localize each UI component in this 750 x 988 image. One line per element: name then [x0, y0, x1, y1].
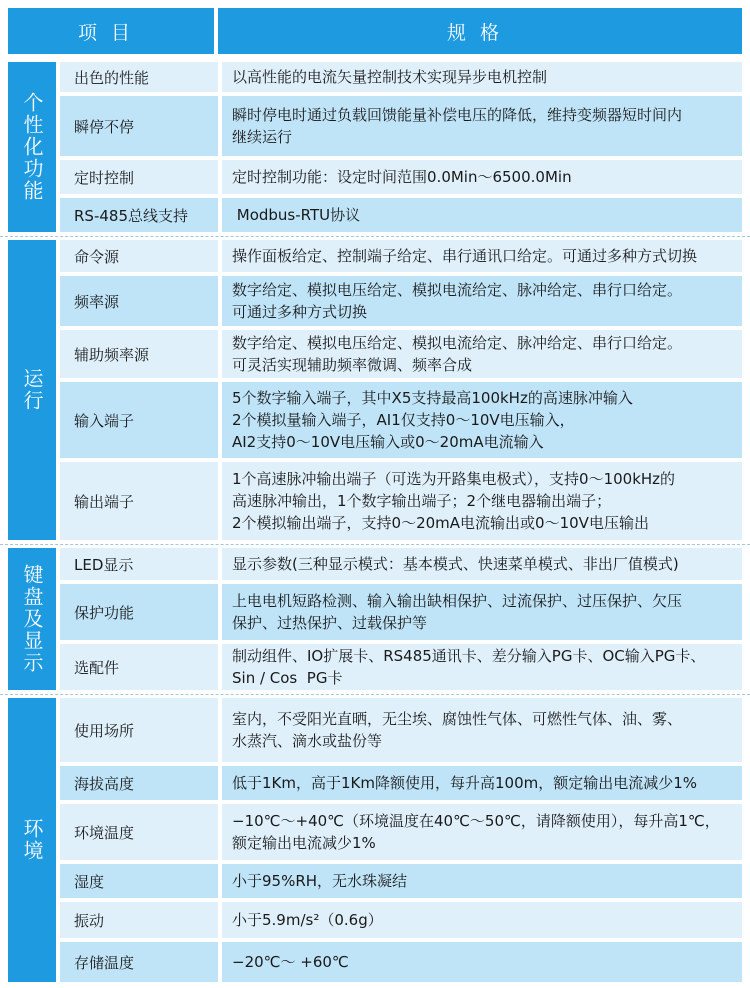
- section-title: 个性化功能: [20, 92, 44, 202]
- row-spec: [222, 902, 742, 938]
- row-spec: [222, 96, 742, 156]
- spec-line: 5个数字输入端子，其中X5支持最高100kHz的高速脉冲输入: [232, 389, 633, 407]
- row-item: 选配件: [60, 644, 218, 690]
- table-row: [60, 584, 742, 640]
- spec-line: 可通过多种方式切换: [232, 303, 368, 321]
- table-row: [60, 240, 742, 272]
- table-row: [60, 198, 742, 232]
- table-row: [60, 864, 742, 898]
- row-spec: [222, 864, 742, 898]
- row-item: 定时控制: [60, 160, 218, 194]
- row-spec: [222, 276, 742, 326]
- table-row: [60, 330, 742, 378]
- spec-line: Sin / Cos PG卡: [232, 669, 343, 687]
- section-label: [8, 240, 56, 540]
- table-row: [60, 462, 742, 540]
- spec-line: 继续运行: [232, 128, 293, 146]
- spec-line: −20℃～ +60℃: [232, 953, 349, 971]
- table-row: [60, 644, 742, 690]
- spec-line: 以高性能的电流矢量控制技术实现异步电机控制: [232, 68, 548, 86]
- spec-line: 小于95%RH，无水珠凝结: [232, 872, 408, 890]
- table-row: [60, 382, 742, 458]
- spec-line: 保护、过热保护、过载保护等: [232, 614, 428, 632]
- spec-line: 低于1Km，高于1Km降额使用，每升高100m，额定输出电流减少1%: [232, 774, 698, 792]
- table-row: [60, 62, 742, 92]
- row-item: LED显示: [60, 548, 218, 580]
- row-item: 存储温度: [60, 942, 218, 982]
- row-item: 瞬停不停: [60, 96, 218, 156]
- row-item: 湿度: [60, 864, 218, 898]
- row-spec: [222, 198, 742, 232]
- row-item: 振动: [60, 902, 218, 938]
- table-row: [60, 96, 742, 156]
- spec-line: 定时控制功能：设定时间范围0.0Min～6500.0Min: [232, 168, 572, 186]
- spec-line: 可灵活实现辅助频率微调、频率合成: [232, 356, 473, 374]
- row-item: 频率源: [60, 276, 218, 326]
- section-title: 运行: [20, 368, 44, 412]
- row-item: RS-485总线支持: [60, 198, 218, 232]
- row-item: 出色的性能: [60, 62, 218, 92]
- row-spec: [222, 62, 742, 92]
- row-item: 辅助频率源: [60, 330, 218, 378]
- section-divider: [0, 236, 750, 237]
- section-label: [8, 62, 56, 232]
- spec-line: 瞬时停电时通过负载回馈能量补偿电压的降低，维持变频器短时间内: [232, 106, 683, 124]
- spec-line: 水蒸汽、滴水或盐份等: [232, 732, 383, 750]
- section-label: [8, 698, 56, 982]
- row-spec: [222, 462, 742, 540]
- section-title: 环境: [20, 818, 44, 862]
- row-item: 输出端子: [60, 462, 218, 540]
- header-spec: 规格: [218, 8, 742, 54]
- spec-line: 操作面板给定、控制端子给定、串行通讯口给定。可通过多种方式切换: [232, 247, 698, 265]
- spec-line: 小于5.9m/s²（0.6g）: [232, 911, 383, 929]
- table-row: [60, 698, 742, 762]
- row-item: 环境温度: [60, 804, 218, 860]
- spec-line: 高速脉冲输出，1个数字输出端子；2个继电器输出端子；: [232, 492, 612, 510]
- spec-line: 室内，不受阳光直晒，无尘埃、腐蚀性气体、可燃性气体、油、雾、: [232, 710, 683, 728]
- spec-line: 额定输出电流减少1%: [232, 834, 376, 852]
- table-row: [60, 902, 742, 938]
- row-item: 海拔高度: [60, 766, 218, 800]
- table-row: [60, 548, 742, 580]
- row-spec: [222, 240, 742, 272]
- row-item: 保护功能: [60, 584, 218, 640]
- spec-line: 2个模拟输出端子，支持0～20mA电流输出或0～10V电压输出: [232, 514, 649, 532]
- spec-line: 制动组件、IO扩展卡、RS485通讯卡、差分输入PG卡、OC输入PG卡、: [232, 647, 706, 665]
- row-spec: [222, 584, 742, 640]
- spec-line: 上电电机短路检测、输入输出缺相保护、过流保护、过压保护、欠压: [232, 592, 683, 610]
- section-title: 键盘及显示: [20, 564, 44, 674]
- section-divider: [0, 694, 750, 695]
- row-spec: [222, 942, 742, 982]
- row-item: 命令源: [60, 240, 218, 272]
- row-item: 输入端子: [60, 382, 218, 458]
- spec-line: 数字给定、模拟电压给定、模拟电流给定、脉冲给定、串行口给定。: [232, 334, 683, 352]
- row-spec: [222, 644, 742, 690]
- spec-line: AI2支持0～10V电压输入或0～20mA电流输入: [232, 433, 544, 451]
- table-row: [60, 160, 742, 194]
- table-row: [60, 766, 742, 800]
- spec-line: −10℃～+40℃（环境温度在40℃～50℃，请降额使用），每升高1℃，: [232, 812, 720, 830]
- row-spec: [222, 382, 742, 458]
- row-spec: [222, 160, 742, 194]
- spec-line: Modbus-RTU协议: [232, 206, 361, 224]
- row-item: 使用场所: [60, 698, 218, 762]
- table-row: [60, 942, 742, 982]
- header-item: 项目: [8, 8, 214, 54]
- table-row: [60, 276, 742, 326]
- table-row: [60, 804, 742, 860]
- section-label: [8, 548, 56, 690]
- spec-line: 数字给定、模拟电压给定、模拟电流给定、脉冲给定、串行口给定。: [232, 281, 683, 299]
- row-spec: [222, 698, 742, 762]
- row-spec: [222, 330, 742, 378]
- row-spec: [222, 548, 742, 580]
- spec-line: 1个高速脉冲输出端子（可选为开路集电极式），支持0～100kHz的: [232, 470, 676, 488]
- spec-line: 2个模拟量输入端子，AI1仅支持0～10V电压输入，: [232, 411, 575, 429]
- spec-line: 显示参数(三种显示模式：基本模式、快速菜单模式、非出厂值模式): [232, 555, 679, 573]
- row-spec: [222, 804, 742, 860]
- row-spec: [222, 766, 742, 800]
- section-divider: [0, 544, 750, 545]
